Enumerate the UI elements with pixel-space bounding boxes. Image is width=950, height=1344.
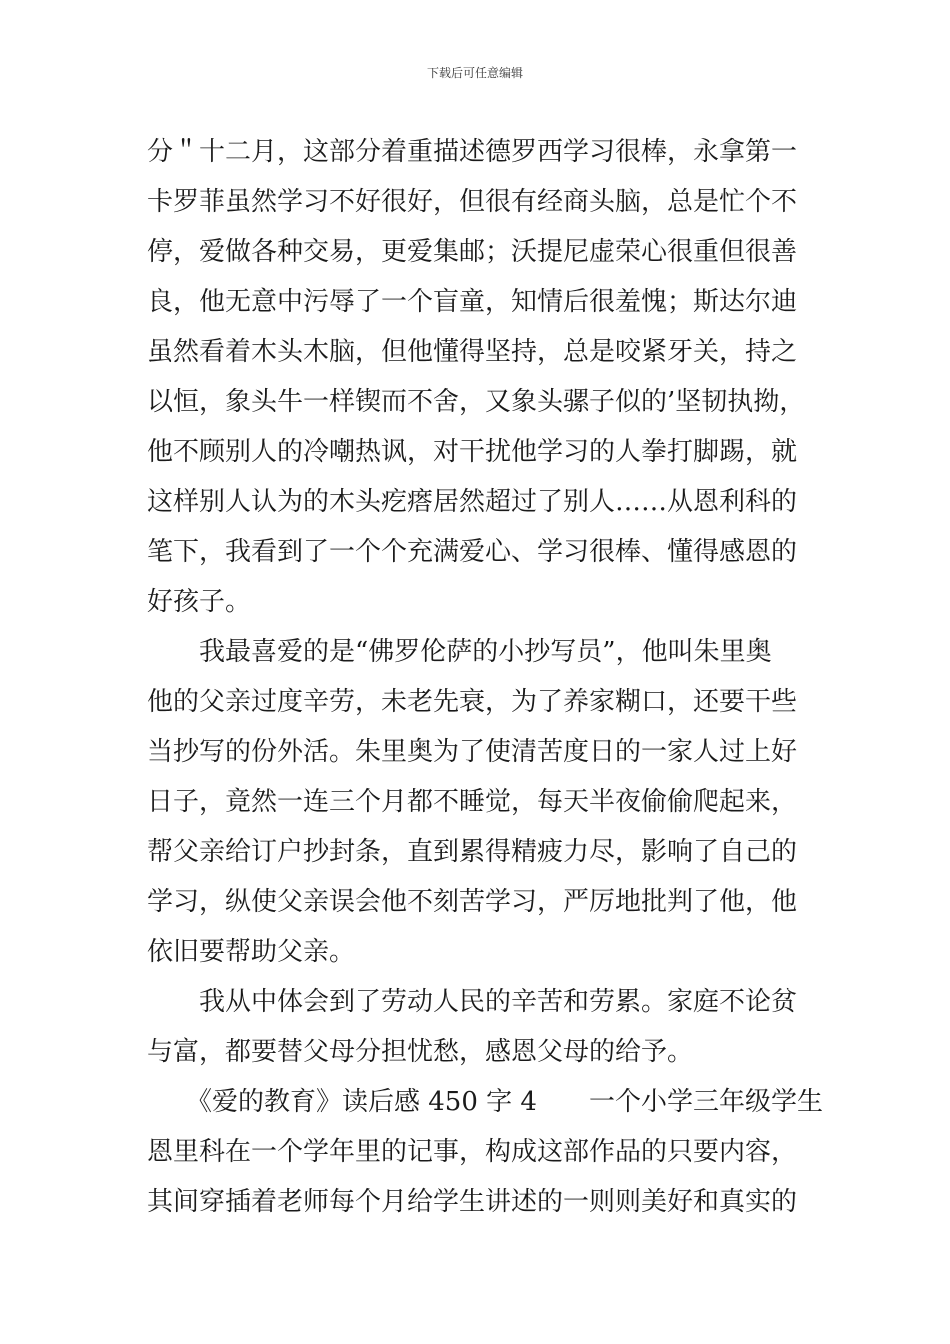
page-header-note: 下载后可任意编辑 (426, 66, 523, 80)
text-line: 笔下，我看到了一个个充满爱心、学习很棒、懂得感恩的 (147, 537, 798, 567)
text-line: 这样别人认为的木头疙瘩居然超过了别人……从恩利科的 (147, 487, 798, 517)
text-line: 他不顾别人的冷嘲热讽，对干扰他学习的人拳打脚踢，就 (147, 437, 798, 467)
text-line: 学习，纵使父亲误会他不刻苦学习，严厉地批判了他，他 (147, 887, 798, 917)
text-line: 日子，竟然一连三个月都不睡觉，每天半夜偷偷爬起来， (147, 787, 798, 817)
text-line: 以恒，象头牛一样锲而不舍，又象头骡子似的’坚韧执拗， (147, 387, 806, 417)
text-line: 他的父亲过度辛劳，未老先衰，为了养家糊口，还要干些 (147, 687, 798, 717)
text-line: 《爱的教育》读后感 450 字 4 一个小学三年级学生 (147, 1087, 823, 1117)
text-line: 分＂十二月，这部分着重描述德罗西学习很棒，永拿第一 (147, 137, 798, 167)
text-line: 我从中体会到了劳动人民的辛苦和劳累。家庭不论贫 (147, 987, 798, 1017)
text-line: 当抄写的份外活。朱里奥为了使清苦度日的一家人过上好 (147, 737, 798, 767)
text-line: 其间穿插着老师每个月给学生讲述的一则则美好和真实的 (147, 1187, 798, 1217)
text-line: 与富，都要替父母分担忧愁，感恩父母的给予。 (147, 1037, 694, 1067)
text-line: 卡罗菲虽然学习不好很好，但很有经商头脑，总是忙个不 (147, 187, 798, 217)
text-line: 良，他无意中污辱了一个盲童，知情后很羞愧；斯达尔迪 (147, 287, 798, 317)
text-line: 恩里科在一个学年里的记事，构成这部作品的只要内容， (147, 1137, 798, 1167)
text-line: 好孩子。 (147, 587, 252, 617)
text-line: 停，爱做各种交易，更爱集邮；沃提尼虚荣心很重但很善 (147, 237, 798, 267)
document-body (147, 127, 847, 1227)
text-line: 依旧要帮助父亲。 (147, 937, 356, 967)
text-line: 我最喜爱的是“佛罗伦萨的小抄写员”，他叫朱里奥 (147, 637, 772, 667)
text-line: 帮父亲给订户抄封条，直到累得精疲力尽，影响了自己的 (147, 837, 798, 867)
text-line: 虽然看着木头木脑，但他懂得坚持，总是咬紧牙关，持之 (147, 337, 798, 367)
